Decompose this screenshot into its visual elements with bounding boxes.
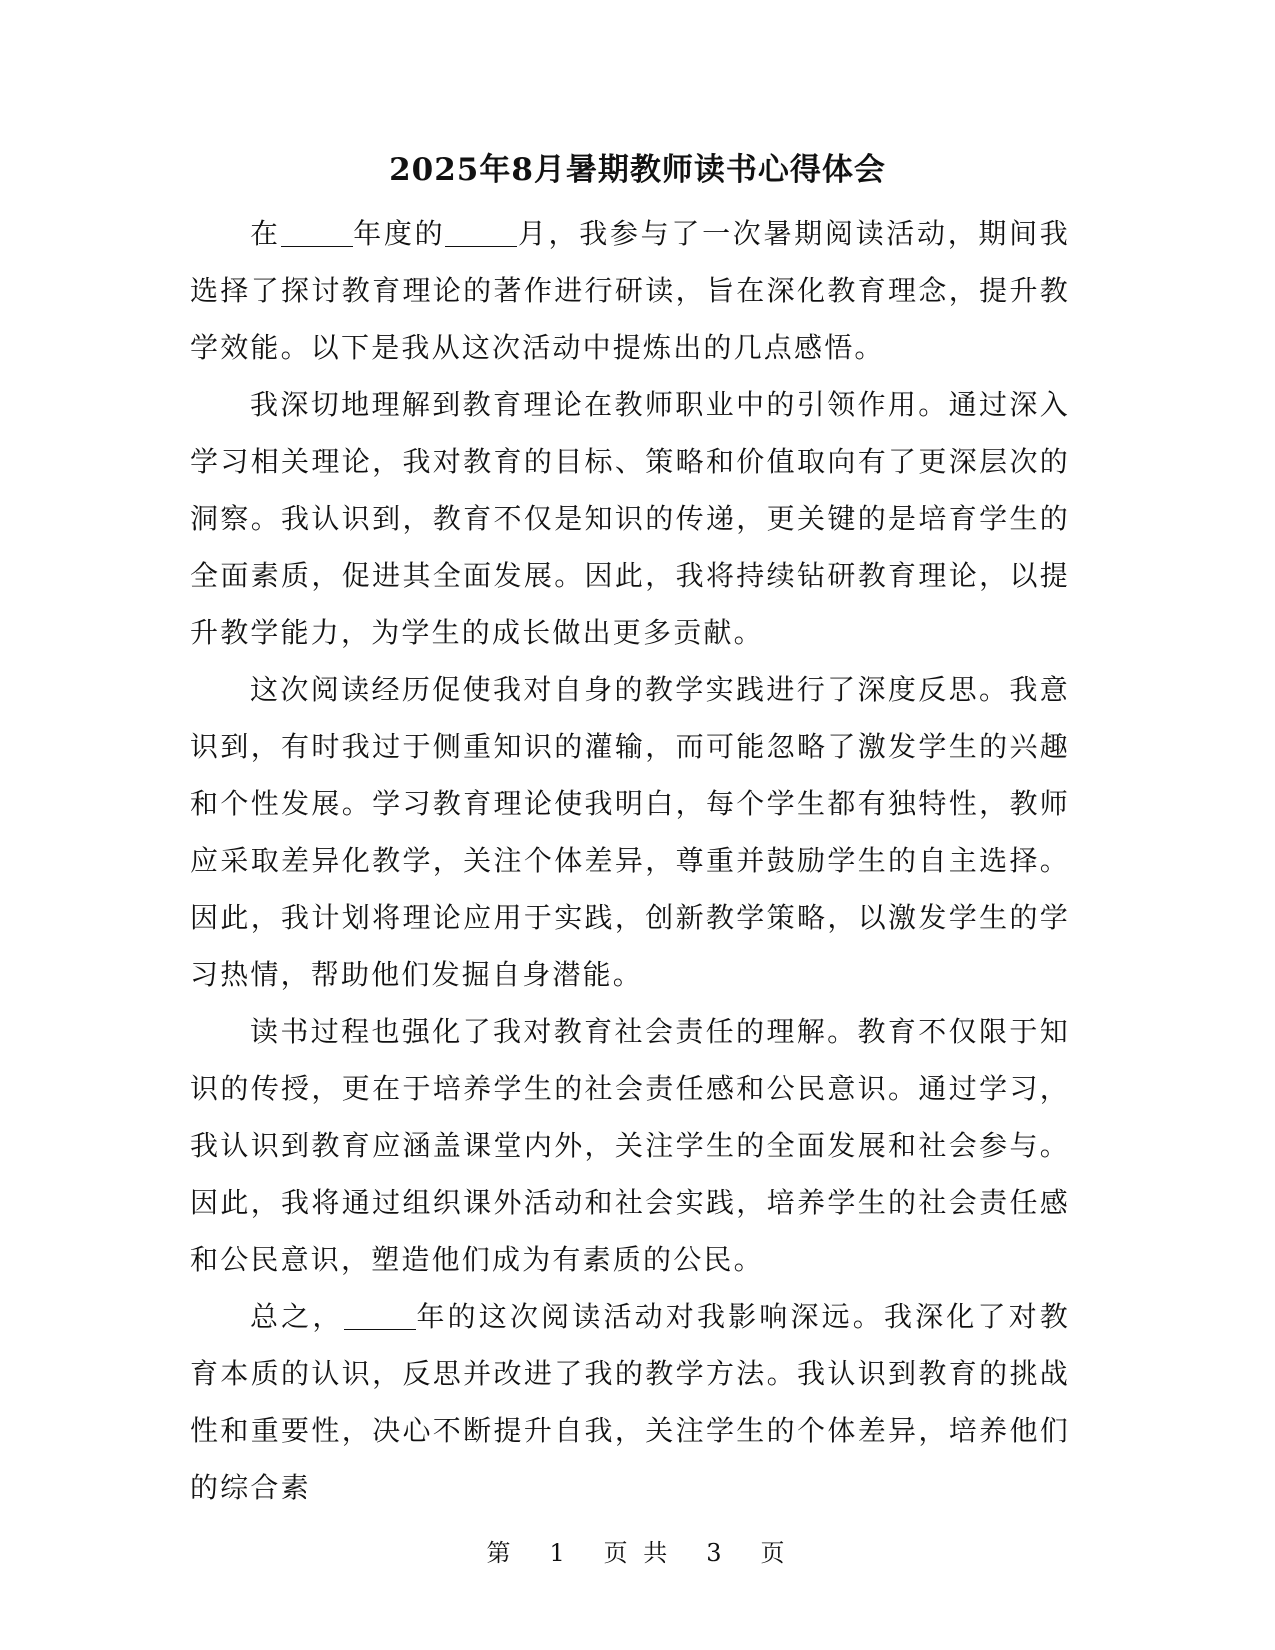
paragraph-text: 在 [250,217,281,250]
paragraph [190,1003,1070,1288]
blank-fill-line [445,216,517,247]
paragraph-text: 年的这次阅读活动对我影响深远。我深化了对教育本质的认识，反思并改进了我的教学方法。我认识到教育的挑战性和重要性，决心不断提升自我，关注学生的个体差异，培养他们的综合素 [190,1300,1070,1504]
paragraph [190,205,1070,376]
footer-end-label: 页 [760,1539,789,1567]
paragraph [190,1288,1070,1516]
paragraph-text: 月，我参与了一次暑期阅读活动，期间我选择了探讨教育理论的著作进行研读，旨在深化教育理念，提升教学效能。以下是我从这次活动中提炼出的几点感悟。 [190,217,1071,364]
document-body [190,205,1070,1516]
paragraph [190,661,1070,1003]
footer-page-label: 第 [486,1539,515,1567]
footer-current-page: 1 [549,1539,569,1567]
paragraph-text: 年度的 [352,217,446,250]
paragraph-text: 读书过程也强化了我对教育社会责任的理解。教育不仅限于知识的传授，更在于培养学生的社会责任感和公民意识。通过学习，我认识到教育应涵盖课堂内外，关注学生的全面发展和社会参与。因此，我将通过组织课外活动和社会实践，培养学生的社会责任感和公民意识，塑造他们成为有素质的公民。 [190,1015,1070,1276]
footer-total-pages: 3 [706,1539,726,1567]
page-footer [0,1538,1275,1568]
footer-of-label: 页 共 [603,1539,672,1567]
paragraph [190,376,1070,661]
paragraph-text: 总之， [250,1300,344,1333]
document-title: 2025年8月暑期教师读书心得体会 [389,152,886,188]
paragraph-text: 我深切地理解到教育理论在教师职业中的引领作用。通过深入学习相关理论，我对教育的目标、策略和价值取向有了更深层次的洞察。我认识到，教育不仅是知识的传递，更关键的是培育学生的全面素质，促进其全面发展。因此，我将持续钻研教育理论，以提升教学能力，为学生的成长做出更多贡献。 [190,388,1070,649]
paragraph-text: 这次阅读经历促使我对自身的教学实践进行了深度反思。我意识到，有时我过于侧重知识的灌输，而可能忽略了激发学生的兴趣和个性发展。学习教育理论使我明白，每个学生都有独特性，教师应采取差异化教学，关注个体差异，尊重并鼓励学生的自主选择。因此，我计划将理论应用于实践，创新教学策略，以激发学生的学习热情，帮助他们发掘自身潜能。 [190,673,1070,991]
blank-fill-line [344,1299,416,1330]
blank-fill-line [281,216,353,247]
